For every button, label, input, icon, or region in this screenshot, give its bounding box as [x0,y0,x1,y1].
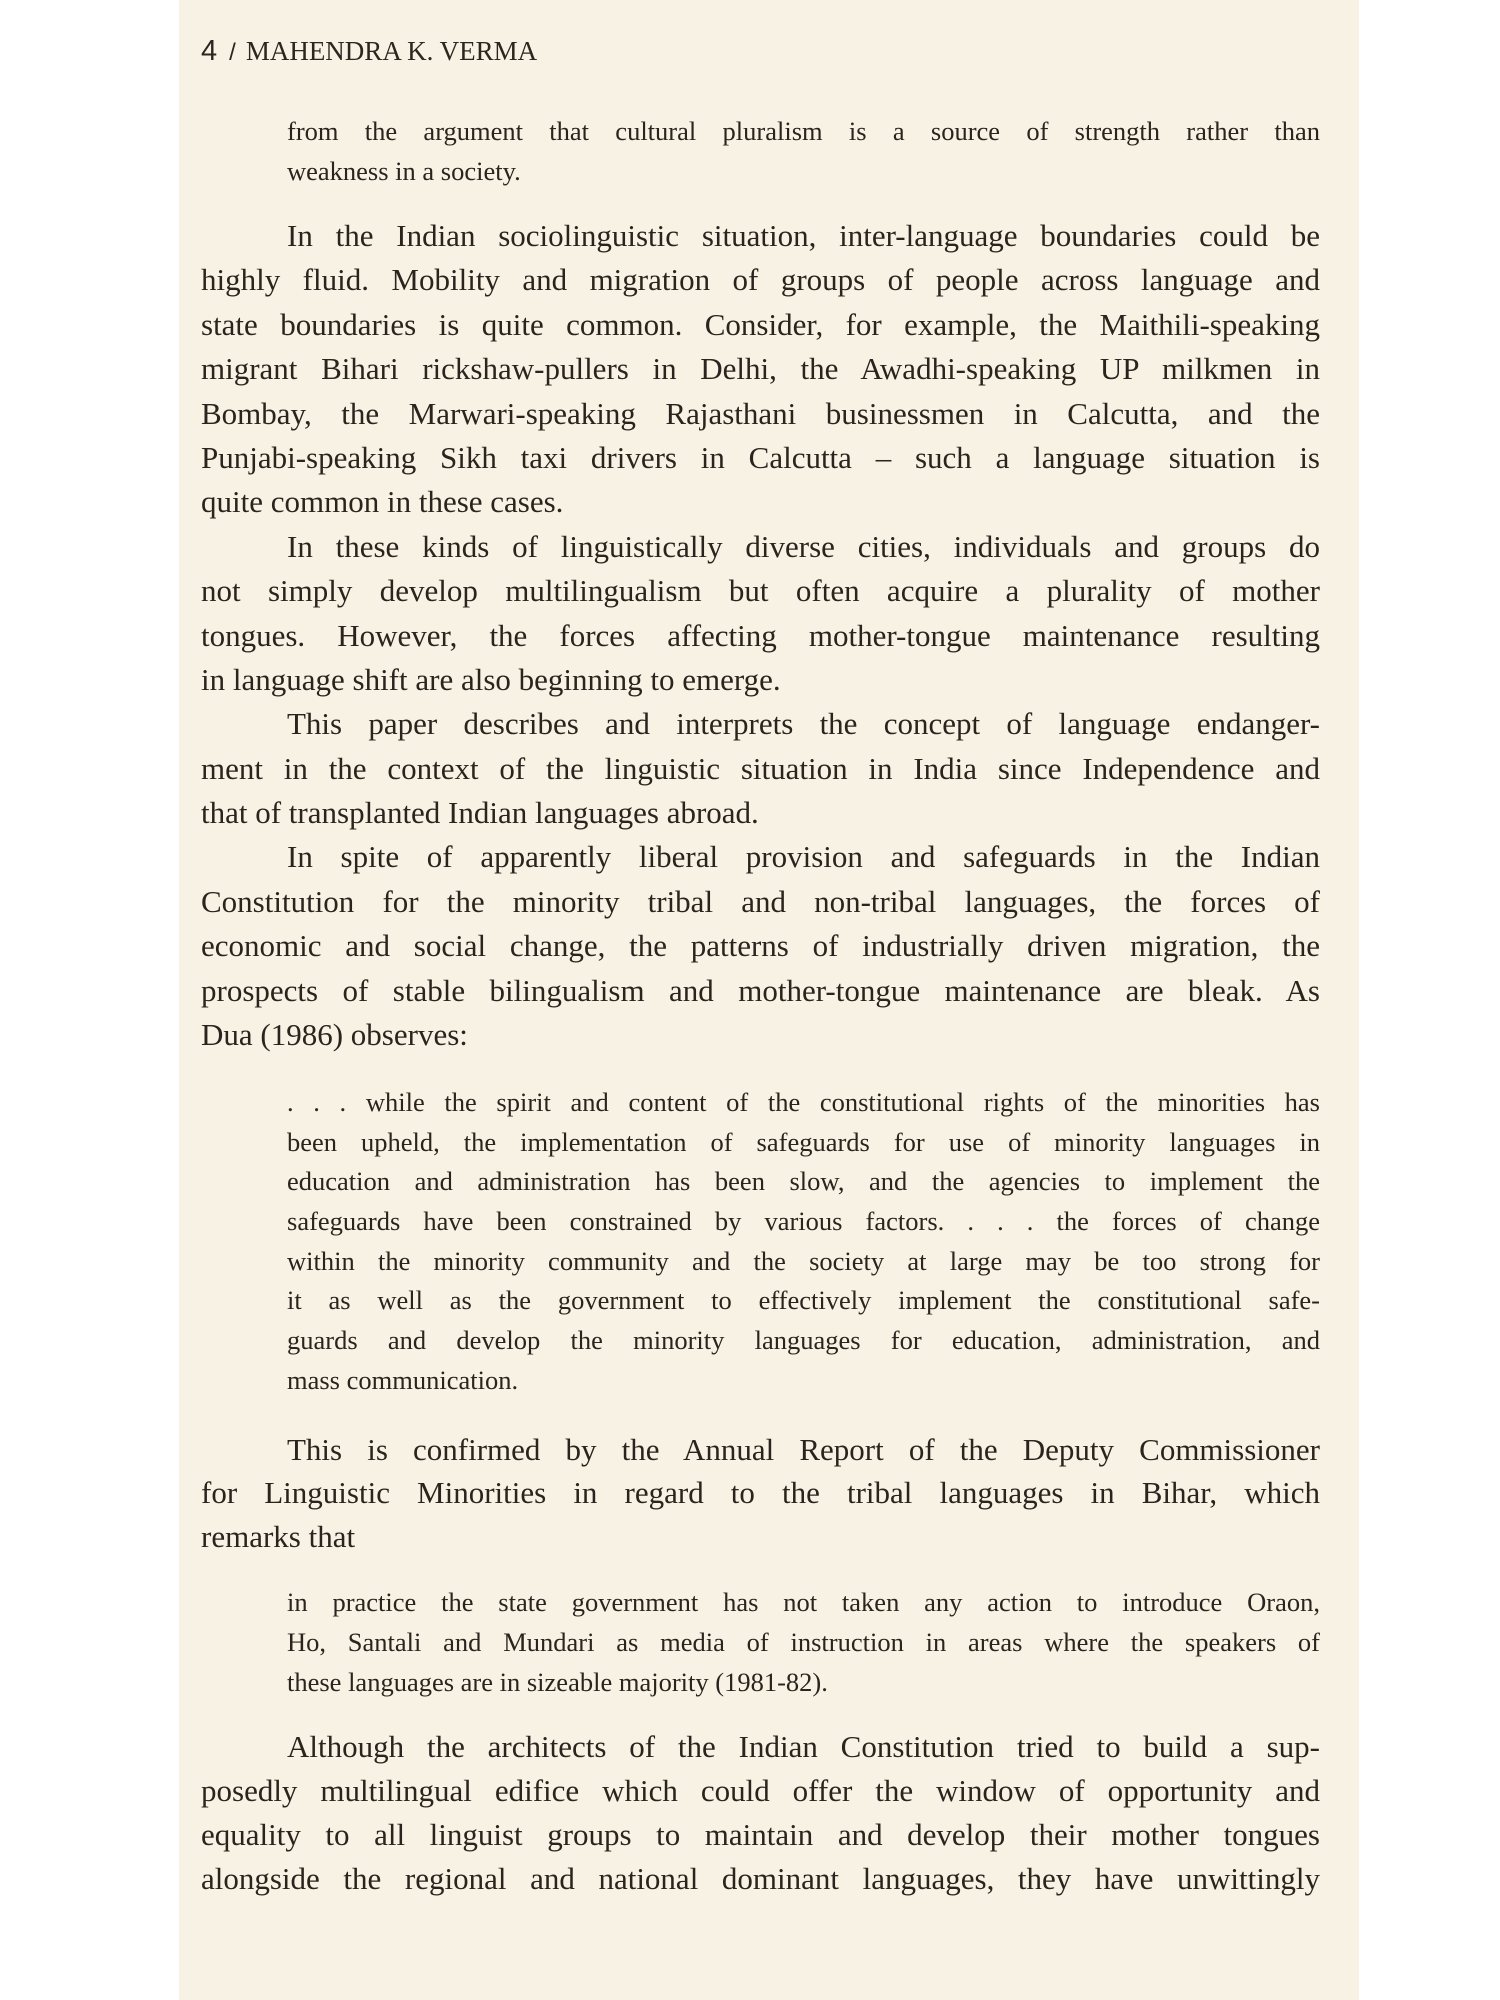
body-paragraph-constitution [201,1725,1320,1901]
text-line: Ho, Santali and Mundari as media of instruction in areas where the speakers of [287,1627,1320,1657]
text-line: in language shift are also beginning to emerge. [201,661,781,697]
text-line: . . . while the spirit and content of the constitutional rights of the minorities has [287,1087,1320,1117]
header-separator: / [229,39,236,66]
text-line: In these kinds of linguistically diverse cities, individuals and groups do [287,528,1320,564]
text-line: in practice the state government has not taken any action to introduce Oraon, [287,1587,1320,1617]
text-line: safeguards have been constrained by various factors. . . . the forces of change [287,1206,1320,1237]
page-number: 4 [201,35,218,67]
text-line: guards and develop the minority languages for education, administration, and [287,1325,1320,1356]
continued-paragraph [287,111,1320,191]
text-line: economic and social change, the patterns of industrially driven migration, the [201,928,1320,964]
text-line: ment in the context of the linguistic situation in India since Independence and [201,750,1320,786]
text-line: Punjabi-speaking Sikh taxi drivers in Calcutta – such a language situation is [201,439,1320,475]
text-line: In spite of apparently liberal provision and safeguards in the Indian [287,839,1320,875]
author-name: MAHENDRA K. VERMA [245,36,538,66]
text-line: that of transplanted Indian languages abroad. [201,795,759,831]
body-paragraph-report [201,1428,1320,1558]
text-line: Bombay, the Marwari-speaking Rajasthani businessmen in Calcutta, and the [201,395,1320,431]
text-line: migrant Bihari rickshaw-pullers in Delhi, the Awadhi-speaking UP milkmen in [201,351,1320,387]
text-line: Dua (1986) observes: [201,1017,468,1053]
text-line: Although the architects of the Indian Constitution tried to build a sup- [287,1729,1320,1764]
text-line: Constitution for the minority tribal and non-tribal languages, the forces of [201,883,1320,919]
text-line: education and administration has been slow, and the agencies to implement the [287,1166,1320,1197]
block-quote-dua [287,1083,1320,1401]
block-quote-report [287,1582,1320,1702]
text-line: not simply develop multilingualism but often acquire a plurality of mother [201,573,1320,609]
text-line: for Linguistic Minorities in regard to the tribal languages in Bihar, which [201,1475,1320,1511]
text-line: weakness in a society. [287,156,521,186]
text-line: This paper describes and interprets the concept of language endanger- [287,706,1320,742]
text-line: been upheld, the implementation of safeguards for use of minority languages in [287,1126,1320,1157]
text-line: remarks that [201,1518,356,1554]
text-line: tongues. However, the forces affecting mother-tongue maintenance resulting [201,617,1320,653]
text-line: within the minority community and the society at large may be too strong for [287,1245,1320,1276]
body-paragraphs [201,214,1320,1057]
text-line: quite common in these cases. [201,484,564,520]
text-line: these languages are in sizeable majority (1981-82). [287,1667,828,1697]
text-line: it as well as the government to effectively implement the constitutional safe- [287,1285,1320,1316]
running-header [201,33,537,69]
text-line: state boundaries is quite common. Consider, for example, the Maithili-speaking [201,306,1320,342]
text-line: prospects of stable bilingualism and mother-tongue maintenance are bleak. As [201,972,1320,1008]
text-line: posedly multilingual edifice which could offer the window of opportunity and [201,1773,1320,1808]
text-line: from the argument that cultural pluralism is a source of strength rather than [287,116,1320,146]
text-line: equality to all linguist groups to maintain and develop their mother tongues [201,1817,1320,1852]
text-line: mass communication. [287,1364,519,1395]
text-line: This is confirmed by the Annual Report of the Deputy Commissioner [287,1432,1320,1467]
text-line: In the Indian sociolinguistic situation, inter-language boundaries could be [287,218,1320,253]
text-line: alongside the regional and national dominant languages, they have unwittingly [201,1861,1320,1896]
text-line: highly fluid. Mobility and migration of groups of people across language and [201,262,1320,298]
